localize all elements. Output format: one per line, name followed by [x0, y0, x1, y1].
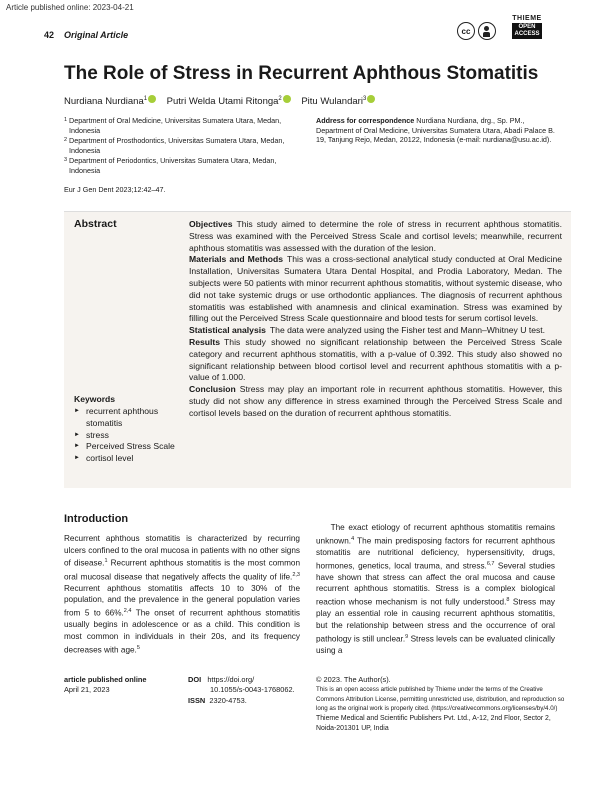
- affiliations: [64, 116, 304, 177]
- citation-ref[interactable]: 6,7: [486, 560, 495, 567]
- abstract-heading: Abstract: [74, 218, 117, 230]
- doi-link[interactable]: 10.1055/s-0043-1768062.: [210, 685, 295, 695]
- thieme-open-access-logo: [512, 15, 542, 39]
- affiliation-item: 3 Department of Periodontics, Universitas Sumatera Utara, Medan, Indonesia: [64, 156, 277, 175]
- citation-ref[interactable]: 2,3: [292, 571, 300, 578]
- publisher-address: Thieme Medical and Scientific Publishers Pvt. Ltd., A-12, 2nd Floor, Sector 2, Noida-201301 UP, India: [316, 714, 551, 732]
- creative-commons-icon: cc: [457, 22, 475, 40]
- body-column-left: Recurrent aphthous stomatitis is characterized by recurring ulcers confined to the oral mucosa in patients with no other signs of disease.$^1$ Recurrent aphthous stomatitis is the most common oral mucosal disease that negatively affects the quality of life.$^{2,3}$ Recurrent aphthous stomatitis affects 10 to 30% of the population, and the prevalence in the general population varies from 5 to 66%.$^{2,4}$ The onset of recurrent aphthous stomatitis usually begins in adolescence or as a child. This condition is most common in individuals in their 20s, and its frequency decreases with age.$^5$: [64, 534, 300, 655]
- open-access-badge: OPEN ACCESS: [512, 23, 542, 39]
- issn-value: 2320-4753.: [209, 695, 247, 705]
- abstract-section: Materials and Methods This was a cross-sectional analytical study conducted at Oral Medicine Installation, Universitas Sumatera Utara Dental Hospital, and Prodia Laboratory, Medan. The subjects were 50 patients with minor recurrent aphthous stomatitis, without systemic disease, who did not take systemic drugs or use orthodontic appliances. The diagnosis of recurrent aphthous stomatitis was established with anamnesis and clinical examination. Stress was examined by filling out the Perceived Stress Scale questionnaire and blood tests for serum cortisol levels.: [189, 254, 563, 324]
- affiliation-item: 2 Department of Prosthodontics, Universitas Sumatera Utara, Medan, Indonesia: [64, 136, 285, 155]
- copyright-block: [316, 675, 566, 734]
- keyword-item: ► Perceived Stress Scale: [74, 441, 186, 453]
- copyright-line: © 2023. The Author(s).: [316, 675, 391, 684]
- keyword-item: ► cortisol level: [74, 453, 186, 465]
- orcid-icon[interactable]: [148, 95, 156, 103]
- correspondence-address: Address for correspondence Nurdiana Nurdiana, drg., Sp. PM., Department of Oral Medicine, Universitas Sumatera Utara, Abadi Palace B. 19, Tanjung Rejo, Medan, 20122, Indonesia (e-mail: nurdiana@usu.ac.id).: [316, 116, 555, 145]
- abstract-body: [189, 219, 562, 420]
- abstract-section: Objectives This study aimed to determine the role of stress in recurrent aphthous stomatitis. Stress was examined with the Perceived Stress Scale and cortisol levels; meanwhile, recurrent aphthous stomatitis was assessed with the duration of the lesion.: [189, 219, 562, 253]
- license-text: This is an open access article published by Thieme under the terms of the Creative Commons Attribution License, permitting unrestricted use, distribution, and reproduction so long as the original work is properly cited. (https://creativecommons.org/licenses/by/4.0/): [316, 686, 565, 713]
- introduction-heading: Introduction: [64, 513, 129, 525]
- citation-ref[interactable]: 1: [104, 558, 108, 565]
- orcid-icon[interactable]: [283, 95, 291, 103]
- doi-link[interactable]: https://doi.org/: [207, 675, 255, 684]
- article-title: The Role of Stress in Recurrent Aphthous Stomatitis: [64, 63, 539, 84]
- citation-ref[interactable]: 4: [351, 535, 355, 542]
- keywords-heading: Keywords: [74, 394, 116, 404]
- keyword-item: ► recurrent aphthous stomatitis: [74, 406, 186, 430]
- logo-name: THIEME: [512, 15, 542, 22]
- author-name[interactable]: Pitu Wulandari: [301, 96, 363, 107]
- doi-block: DOI https://doi.org/ 10.1055/s-0043-1768062. ISSN 2320-4753.: [188, 675, 295, 705]
- abstract-section: Results This study showed no significant relationship between the Perceived Stress Scale category and recurrent aphthous stomatitis, with a p-value of 0.392. This study also showed no significant relationship between blood cortisol level and recurrent aphthous stomatitis with a p-value of 1.000.: [189, 336, 562, 383]
- body-column-right: The exact etiology of recurrent aphthous stomatitis remains unknown.$^4$ The main predisposing factors for recurrent aphthous stomatitis are nutritional deficiency, hypersensitivity, drugs, hormones, genetics, local trauma, and stress.$^{6,7}$ Several studies have shown that stress can affect the oral mucosa and cause recurrent aphthous stomatitis. Stress is a complex biological reaction whose mechanism is not fully understood.$^8$ Stress may play an essential role in causing recurrent aphthous stomatitis, but the relationship between stress and the occurrence of oral pathology is still unclear.$^9$ Stress levels can be evaluated clinically using a: [316, 523, 556, 655]
- section-label: Original Article: [64, 30, 129, 40]
- journal-citation: Eur J Gen Dent 2023;12:42–47.: [64, 185, 166, 194]
- citation-ref[interactable]: 9: [405, 633, 409, 640]
- citation-ref[interactable]: 2,4: [123, 608, 132, 615]
- author-list: Nurdiana Nurdiana$^1$ Putri Welda Utami Ritonga$^2$ Pitu Wulandari$^3$: [64, 95, 375, 107]
- publication-date-block: [64, 675, 147, 696]
- published-date: April 21, 2023: [64, 685, 110, 695]
- published-label: article published online: [64, 675, 147, 684]
- affiliation-item: 1 Department of Oral Medicine, Universitas Sumatera Utara, Medan, Indonesia: [64, 116, 282, 135]
- author-name[interactable]: Nurdiana Nurdiana: [64, 96, 144, 107]
- abstract-section: Statistical analysis The data were analyzed using the Fisher test and Mann–Whitney U test.: [189, 325, 546, 336]
- orcid-icon[interactable]: [367, 95, 375, 103]
- page-number: 42: [44, 30, 55, 40]
- citation-ref[interactable]: 5: [136, 644, 140, 651]
- citation-ref[interactable]: 8: [506, 597, 510, 604]
- published-online-banner: Article published online: 2023-04-21: [6, 3, 134, 12]
- keywords-list: [74, 406, 186, 465]
- attribution-icon: [478, 22, 496, 40]
- keyword-item: ► stress: [74, 430, 186, 442]
- abstract-section: Conclusion Stress may play an important role in recurrent aphthous stomatitis. However, this study did not show any difference in stress examined through the Perceived Stress Scale and cortisol levels based on the duration of recurrent aphthous stomatitis.: [189, 384, 562, 418]
- author-name[interactable]: Putri Welda Utami Ritonga: [166, 96, 279, 107]
